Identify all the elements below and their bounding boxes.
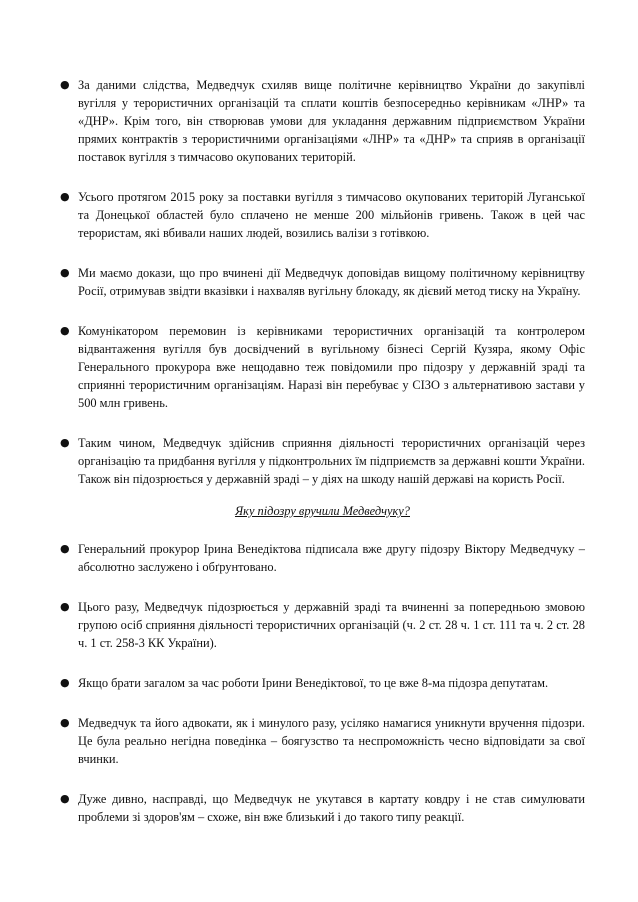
- paragraph-text: За даними слідства, Медведчук схиляв вище політичне керівництво України до закупівлі вугілля у терористичних організацій та сплати коштів безпосередньо керівникам «ЛНР» та «ДНР». Крім того, він створював умови для укладання державним підприємством України прямих контрактів з терористичними організаціями «ЛНР» та «ДНР» та сприяв в організації поставок вугілля з тимчасово окупованих територій.: [78, 78, 585, 164]
- list-item: [60, 264, 585, 300]
- list-item: [60, 714, 585, 768]
- paragraph-text: Ми маємо докази, що про вчинені дії Медведчук доповідав вищому політичному керівництву Росії, отримував звідти вказівки і нахваляв вугільну блокаду, як дієвий метод тиску на Україну.: [78, 266, 585, 298]
- list-item: [60, 188, 585, 242]
- list-item: [60, 322, 585, 412]
- paragraph-text: Цього разу, Медведчук підозрюється у державній зраді та вчиненні за попередньою змовою групою осіб сприяння діяльності терористичних організацій (ч. 2 ст. 28 ч. 1 ст. 111 та ч. 2 ст. 28 ч. 1 ст. 258-3 КК України).: [78, 600, 585, 650]
- paragraph-text: Дуже дивно, насправді, що Медведчук не укутався в картату ковдру і не став симулювати проблеми зі здоров'ям – схоже, він вже близький і до такого типу реакції.: [78, 792, 585, 824]
- paragraph-text: Якщо брати загалом за час роботи Ірини Венедіктової, то це вже 8-ма підозра депутатам.: [78, 676, 549, 690]
- bullet-icon: ●: [60, 676, 70, 689]
- bullet-icon: ●: [60, 78, 70, 91]
- paragraph-text: Таким чином, Медведчук здійснив сприяння діяльності терористичних організацій через організацію та придбання вугілля у підконтрольних їм підприємств за державні кошти України. Також він підозрюється у державній зраді – у діях на шкоду нашій державі на користь Росії.: [78, 436, 585, 486]
- list-item: [60, 598, 585, 652]
- list-item: [60, 434, 585, 488]
- list-item: [60, 540, 585, 576]
- paragraph-text: Медведчук та його адвокати, як і минулого разу, усіляко намагися уникнути вручення підозри. Це була реально негідна поведінка – боягузство та неспроможність чесно відповідати за свої вчинки.: [78, 716, 585, 766]
- bullet-icon: ●: [60, 190, 70, 203]
- bullet-icon: ●: [60, 716, 70, 729]
- bullet-icon: ●: [60, 436, 70, 449]
- paragraph-text: Усього протягом 2015 року за поставки вугілля з тимчасово окупованих територій Луганської та Донецької областей було сплачено не менше 200 мільйонів гривень. Також в цей час терористам, які вбивали наших людей, возились валізи з готівкою.: [78, 190, 585, 240]
- bullet-list: [60, 76, 585, 844]
- list-item: [60, 674, 585, 692]
- bullet-icon: ●: [60, 792, 70, 805]
- paragraph-text: Комунікатором перемовин із керівниками терористичних організацій та контролером відвантаження вугілля був досвідчений в вугільному бізнесі Сергій Кузяра, якому Офіс Генерального прокурора вже нещодавно теж повідомили про підозру у державній зраді та сприянні терористичним організаціям. Наразі він перебуває у СІЗО з альтернативою застави у 500 млн гривень.: [78, 324, 585, 410]
- list-item: [60, 790, 585, 826]
- bullet-icon: ●: [60, 266, 70, 279]
- paragraph-text: Генеральний прокурор Ірина Венедіктова підписала вже другу підозру Віктору Медведчуку – абсолютно заслужено і обґрунтовано.: [78, 542, 585, 574]
- bullet-icon: ●: [60, 324, 70, 337]
- list-item: [60, 76, 585, 166]
- bullet-icon: ●: [60, 600, 70, 613]
- section-heading: Яку підозру вручили Медведчуку?: [235, 504, 410, 518]
- bullet-icon: ●: [60, 542, 70, 555]
